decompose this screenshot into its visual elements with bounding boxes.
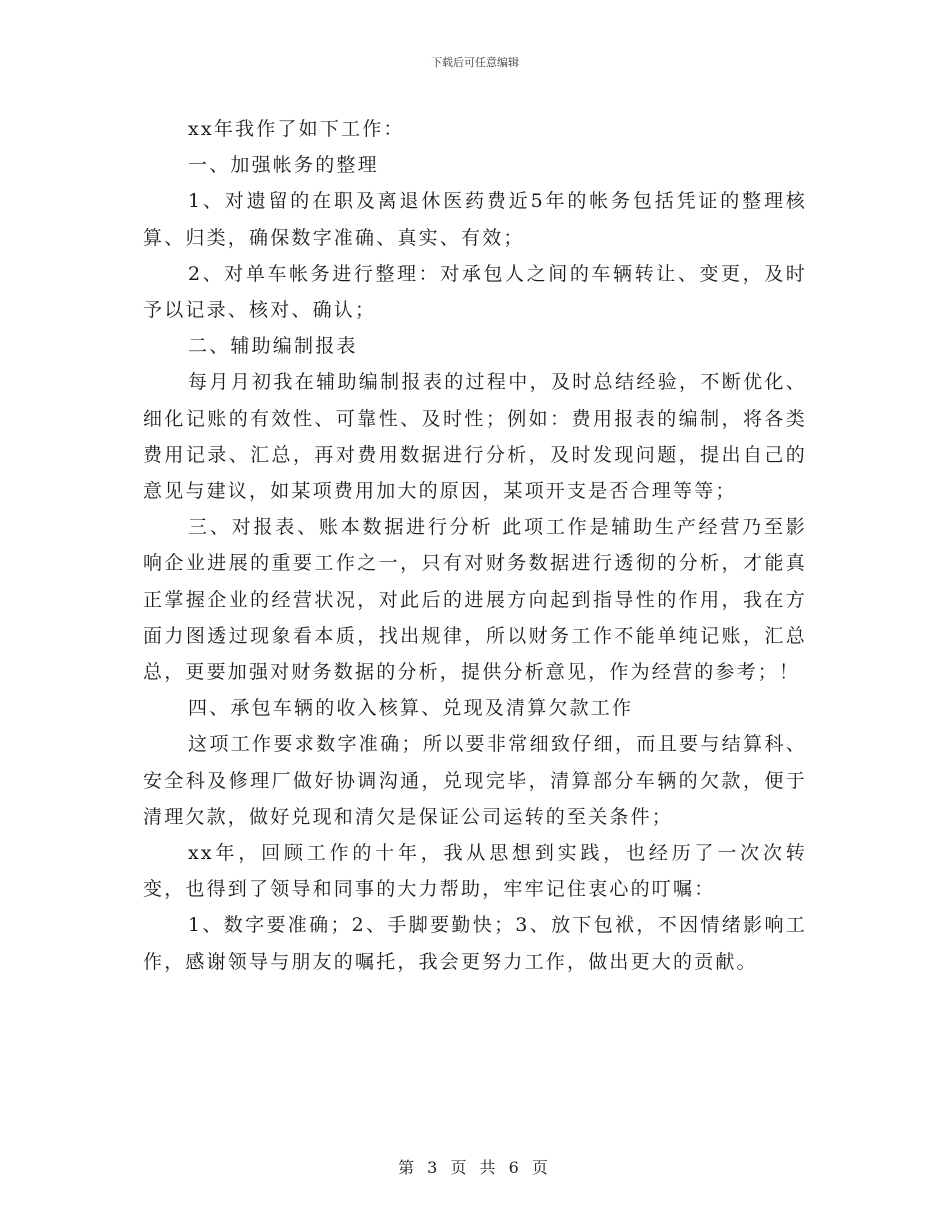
- paragraph-3: 1、对遗留的在职及离退休医药费近5年的帐务包括凭证的整理核算、归类，确保数字准确、真实、有效；: [143, 190, 807, 249]
- paragraph-1: xx年我作了如下工作：: [188, 118, 405, 140]
- paragraph-4: 2、对单车帐务进行整理：对承包人之间的车辆转让、变更，及时予以记录、核对、确认；: [143, 262, 807, 322]
- paragraph-10: xx年，回顾工作的十年，我从思想到实践，也经历了一次次转变，也得到了领导和同事的大力帮助，牢牢记住衷心的叮嘱：: [143, 842, 807, 901]
- paragraph-6: 每月月初我在辅助编制报表的过程中，及时总结经验，不断优化、细化记账的有效性、可靠性、及时性；例如：费用报表的编制，将各类费用记录、汇总，再对费用数据进行分析，及时发现问题，提出自己的意见与建议，如某项费用加大的原因，某项开支是否合理等等；: [143, 371, 807, 503]
- paragraph-9: 这项工作要求数字准确；所以要非常细致仔细，而且要与结算科、安全科及修理厂做好协调沟通，兑现完毕，清算部分车辆的欠款，便于清理欠款，做好兑现和清欠是保证公司运转的至关条件；: [143, 733, 807, 828]
- paragraph-2: 一、加强帐务的整理: [188, 154, 379, 177]
- page-number: 第 3 页 共 6 页: [398, 1158, 552, 1177]
- paragraph-11: 1、数字要准确；2、手脚要勤快；3、放下包袱，不因情绪影响工作，感谢领导与朋友的嘱托，我会更努力工作，做出更大的贡献。: [143, 914, 807, 973]
- header-note: 下载后可任意编辑: [431, 56, 519, 69]
- document-body: [143, 111, 807, 980]
- paragraph-8: 四、承包车辆的收入核算、兑现及清算欠款工作: [188, 697, 634, 720]
- paragraph-7: 三、对报表、账本数据进行分析 此项工作是辅助生产经营乃至影响企业进展的重要工作之一，只有对财务数据进行透彻的分析，才能真正掌握企业的经营状况，对此后的进展方向起到指导性的作用，我在方面力图透过现象看本质，找出规律，所以财务工作不能单纯记账，汇总总，更要加强对财务数据的分析，提供分析意见，作为经营的参考；！: [143, 516, 807, 684]
- paragraph-5: 二、辅助编制报表: [188, 335, 358, 358]
